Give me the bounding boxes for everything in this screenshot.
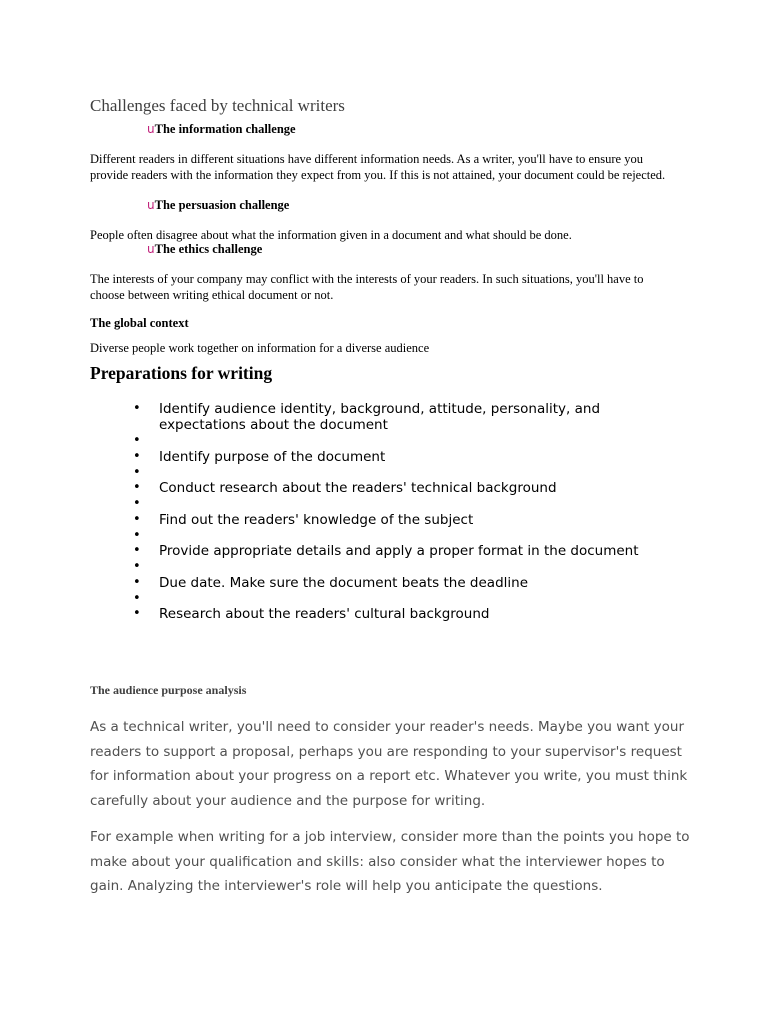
bullet-dot-icon: • — [133, 401, 141, 416]
global-context-text: Diverse people work together on information for a diverse audience — [90, 341, 430, 355]
page-title: Challenges faced by technical writers — [90, 96, 345, 115]
list-item-empty — [132, 465, 652, 481]
bullet-marker: u — [147, 198, 155, 212]
challenge-heading-information — [147, 122, 296, 137]
bullet-dot-icon: • — [133, 496, 141, 511]
bullet-dot-icon: • — [133, 480, 141, 495]
list-item: • Research about the readers' cultural background — [133, 606, 490, 622]
bullet-dot-icon: • — [133, 543, 141, 558]
bullet-dot-icon: • — [133, 527, 141, 543]
challenge-heading-label: The ethics challenge — [154, 242, 263, 256]
list-item-empty — [132, 559, 652, 575]
list-item: • Find out the readers' knowledge of the subject — [133, 511, 474, 528]
bullet-dot-icon: • — [133, 590, 141, 606]
audience-purpose-paragraph: For example when writing for a job interview, consider more than the points you hope to make about your qualification and skills: also consider what the interviewer hopes to gain. Analyzing the interviewer's role will help you anticipate the questions. — [90, 829, 690, 894]
list-item-empty — [132, 496, 652, 512]
bullet-dot-icon: • — [133, 606, 141, 621]
list-item: • Identify audience identity, background, attitude, personality, and expectations about the document — [133, 401, 601, 433]
bullet-dot-icon: • — [133, 574, 141, 590]
challenge-text-ethics: The interests of your company may conflict with the interests of your readers. In such situations, you'll have to choose between writing ethical document or not. — [90, 272, 644, 302]
audience-purpose-heading: The audience purpose analysis — [90, 683, 247, 697]
bullet-dot-icon: • — [133, 464, 141, 480]
challenge-heading-ethics — [147, 242, 262, 257]
challenge-text-persuasion: People often disagree about what the information given in a document and what should be done. — [90, 228, 572, 242]
challenge-text-information: Different readers in different situations have different information needs. As a writer, you'll have to ensure you provide readers with the information they expect from you. If this is not attained, your document could be rejected. — [90, 152, 666, 182]
global-context-heading: The global context — [90, 316, 189, 330]
challenge-heading-label: The information challenge — [154, 122, 296, 136]
bullet-dot-icon: • — [133, 448, 141, 464]
list-item: • Due date. Make sure the document beats the deadline — [133, 574, 529, 591]
list-item: • Provide appropriate details and apply a proper format in the document — [133, 543, 639, 559]
list-item: • Identify purpose of the document — [133, 448, 386, 465]
challenge-heading-label: The persuasion challenge — [154, 198, 290, 212]
challenge-heading-persuasion — [147, 198, 289, 213]
list-item-empty — [132, 591, 652, 607]
list-item-empty — [132, 433, 652, 449]
bullet-marker: u — [147, 122, 155, 136]
preparations-heading: Preparations for writing — [90, 363, 273, 383]
list-item: • Conduct research about the readers' technical background — [133, 480, 557, 496]
bullet-marker: u — [147, 242, 155, 256]
bullet-dot-icon: • — [133, 511, 141, 527]
preparations-list — [132, 401, 652, 622]
bullet-dot-icon: • — [133, 559, 141, 574]
list-item-empty — [132, 528, 652, 544]
audience-purpose-paragraph: As a technical writer, you'll need to consider your reader's needs. Maybe you want your readers to support a proposal, perhaps you are responding to your supervisor's request for information about your progress on a report etc. Whatever you write, you must think carefully about your audience and the purpose for writing. — [90, 719, 688, 809]
bullet-dot-icon: • — [133, 433, 141, 448]
